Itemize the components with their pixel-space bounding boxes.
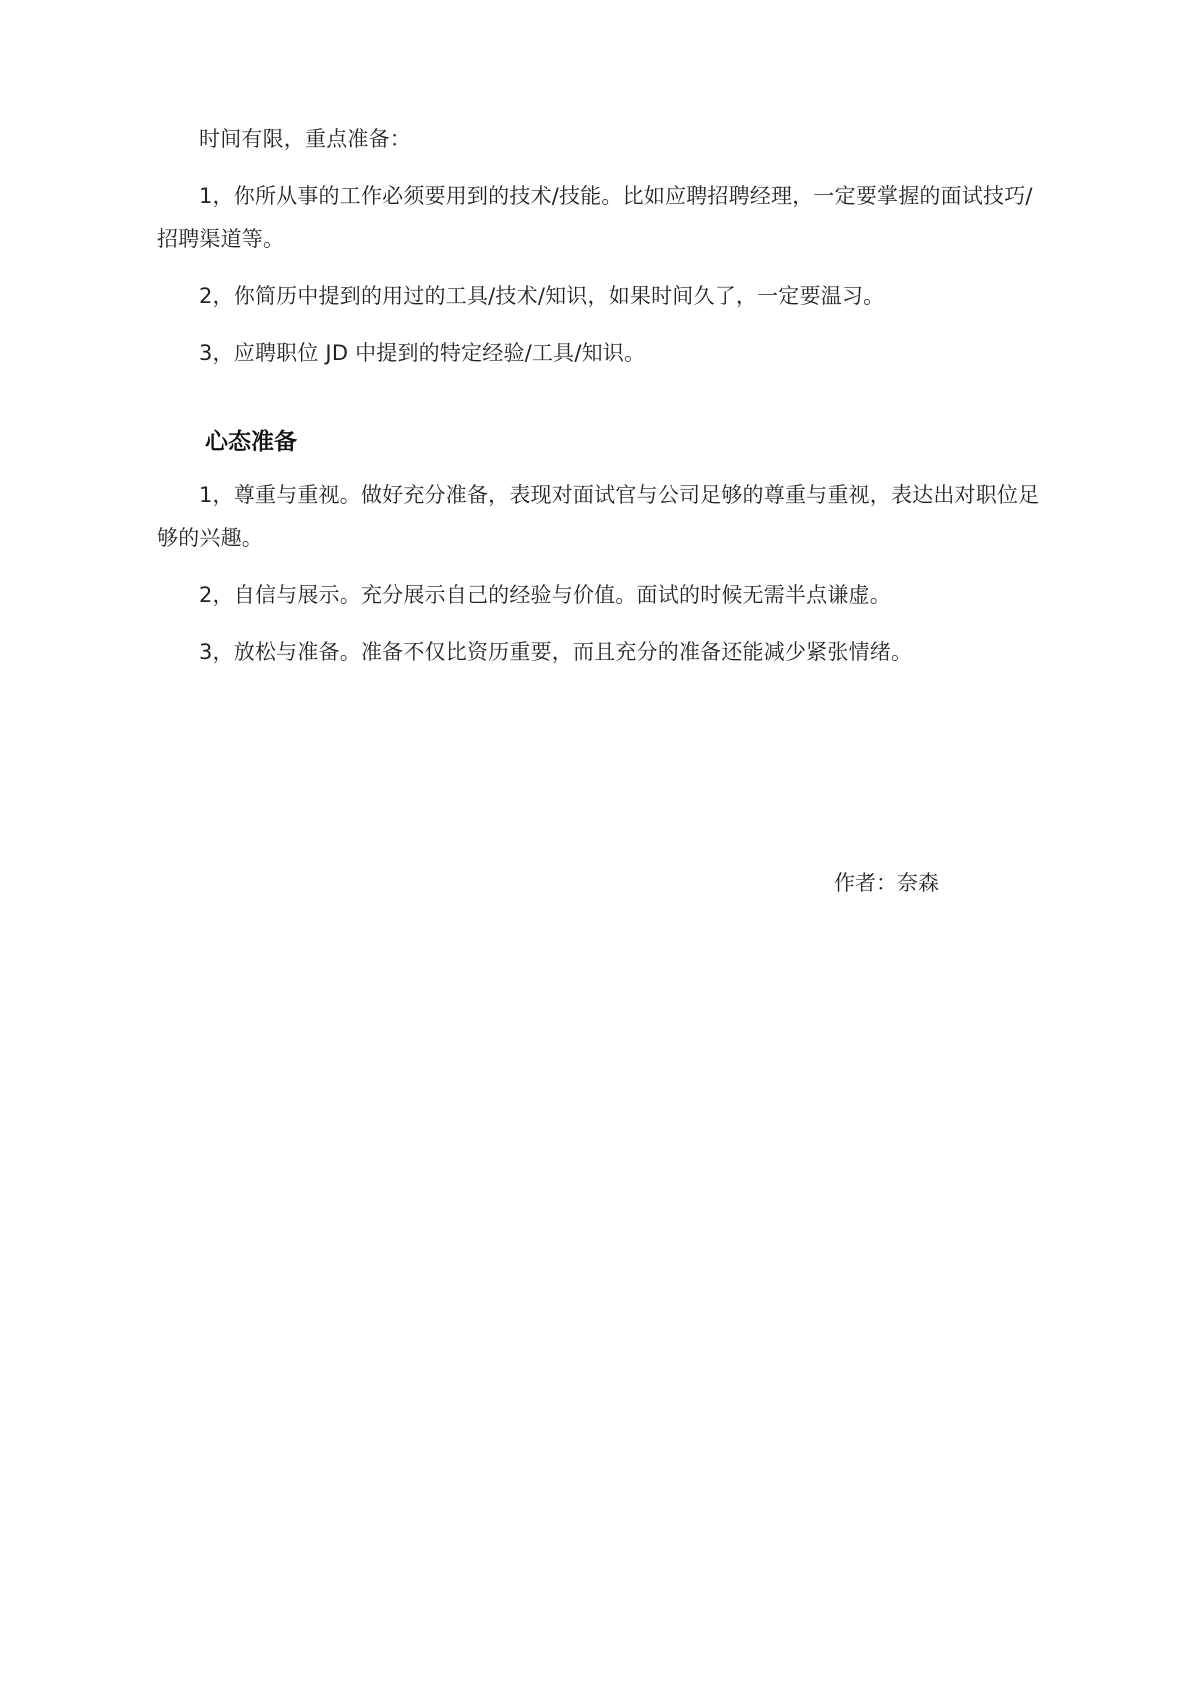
document-body — [157, 118, 1047, 674]
section2-heading: 心态准备 — [205, 429, 297, 455]
section1-item-3: 3，应聘职位 JD 中提到的特定经验/工具/知识。 — [199, 341, 646, 365]
section1-intro: 时间有限，重点准备： — [199, 127, 411, 151]
section2-item-1: 1，尊重与重视。做好充分准备，表现对面试官与公司足够的尊重与重视，表达出对职位足够的兴趣。 — [157, 483, 1040, 550]
author-signature: 作者：奈森 — [834, 871, 939, 895]
section1-item-2: 2，你简历中提到的用过的工具/技术/知识，如果时间久了，一定要温习。 — [199, 284, 885, 308]
section2-item-3: 3，放松与准备。准备不仅比资历重要，而且充分的准备还能减少紧张情绪。 — [199, 640, 913, 664]
section1-item-1: 1，你所从事的工作必须要用到的技术/技能。比如应聘招聘经理，一定要掌握的面试技巧/招聘渠道等。 — [157, 184, 1033, 251]
section2-item-2: 2，自信与展示。充分展示自己的经验与价值。面试的时候无需半点谦虚。 — [199, 583, 891, 607]
